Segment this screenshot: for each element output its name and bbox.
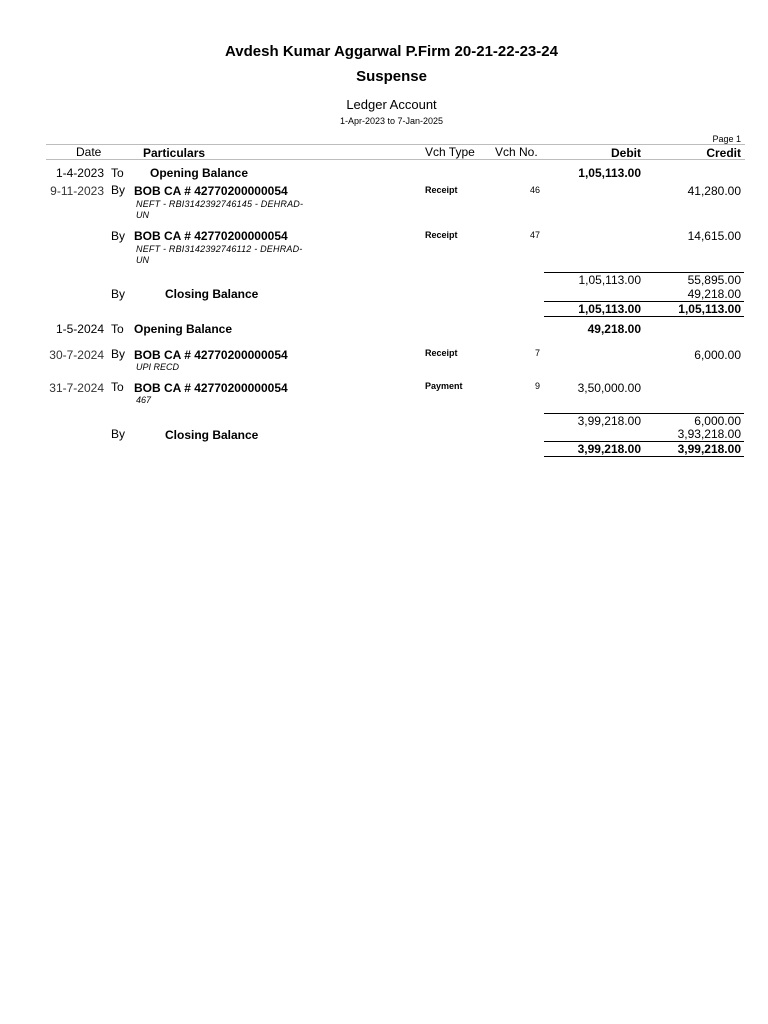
total-rule-bottom bbox=[544, 456, 744, 457]
row-debit: 49,218.00 bbox=[587, 322, 641, 336]
row-particulars: BOB CA # 42770200000054 bbox=[134, 348, 288, 362]
row-narration: NEFT - RBI3142392746112 - DEHRAD- bbox=[136, 244, 303, 254]
row-direction: By bbox=[111, 347, 126, 361]
row-direction: To bbox=[111, 380, 124, 394]
total-debit: 1,05,113.00 bbox=[578, 302, 641, 316]
col-header-vch-type: Vch Type bbox=[425, 145, 475, 159]
row-direction: To bbox=[111, 322, 124, 336]
row-credit: 6,000.00 bbox=[694, 348, 741, 362]
row-direction: By bbox=[111, 287, 126, 301]
row-particulars: BOB CA # 42770200000054 bbox=[134, 184, 288, 198]
row-vch-no: 47 bbox=[529, 230, 540, 240]
row-direction: By bbox=[111, 183, 126, 197]
row-particulars: Opening Balance bbox=[150, 166, 249, 180]
row-direction: By bbox=[111, 427, 126, 441]
subtotal-credit: 6,000.00 bbox=[694, 414, 741, 428]
col-header-credit: Credit bbox=[706, 146, 741, 160]
company-name: Avdesh Kumar Aggarwal P.Firm 20-21-22-23-24 bbox=[225, 43, 558, 60]
col-header-particulars: Particulars bbox=[143, 146, 206, 160]
total-credit: 1,05,113.00 bbox=[678, 302, 741, 316]
row-particulars: Opening Balance bbox=[134, 322, 233, 336]
col-header-date: Date bbox=[76, 145, 102, 159]
account-name: Suspense bbox=[356, 68, 427, 85]
row-narration-cont: UN bbox=[136, 255, 149, 265]
row-particulars: BOB CA # 42770200000054 bbox=[134, 229, 288, 243]
row-date: 9-11-2023 bbox=[50, 184, 104, 198]
row-vch-type: Receipt bbox=[425, 230, 458, 240]
row-date: 1-4-2023 bbox=[55, 166, 104, 180]
row-narration: 467 bbox=[136, 395, 152, 405]
total-credit: 3,99,218.00 bbox=[677, 442, 741, 456]
row-narration-cont: UN bbox=[136, 210, 149, 220]
row-credit: 49,218.00 bbox=[687, 287, 741, 301]
page-number: Page 1 bbox=[712, 134, 741, 144]
row-vch-type: Payment bbox=[425, 381, 463, 391]
total-debit: 3,99,218.00 bbox=[577, 442, 641, 456]
row-debit: 1,05,113.00 bbox=[578, 166, 641, 180]
subtotal-debit: 1,05,113.00 bbox=[578, 273, 641, 287]
col-header-vch-no: Vch No. bbox=[495, 145, 538, 159]
header-bottom-rule bbox=[46, 159, 745, 160]
row-particulars: Closing Balance bbox=[165, 428, 259, 442]
row-vch-no: 46 bbox=[529, 185, 540, 195]
row-date: 30-7-2024 bbox=[49, 348, 104, 362]
total-rule-bottom bbox=[544, 316, 744, 317]
row-vch-no: 7 bbox=[534, 348, 540, 358]
row-vch-no: 9 bbox=[534, 381, 540, 391]
report-type: Ledger Account bbox=[346, 97, 437, 112]
row-debit: 3,50,000.00 bbox=[577, 381, 641, 395]
subtotal-credit: 55,895.00 bbox=[687, 273, 741, 287]
row-vch-type: Receipt bbox=[425, 185, 458, 195]
row-narration: UPI RECD bbox=[136, 362, 180, 372]
row-date: 31-7-2024 bbox=[49, 381, 104, 395]
row-date: 1-5-2024 bbox=[55, 322, 104, 336]
col-header-debit: Debit bbox=[611, 146, 641, 160]
row-credit: 3,93,218.00 bbox=[677, 427, 741, 441]
subtotal-debit: 3,99,218.00 bbox=[577, 414, 641, 428]
row-direction: To bbox=[111, 166, 124, 180]
row-particulars: Closing Balance bbox=[165, 287, 259, 301]
row-vch-type: Receipt bbox=[425, 348, 458, 358]
row-credit: 14,615.00 bbox=[687, 229, 741, 243]
row-particulars: BOB CA # 42770200000054 bbox=[134, 381, 288, 395]
row-narration: NEFT - RBI3142392746145 - DEHRAD- bbox=[136, 199, 304, 209]
row-credit: 41,280.00 bbox=[687, 184, 741, 198]
header-top-rule bbox=[46, 144, 745, 145]
row-direction: By bbox=[111, 229, 126, 243]
report-period: 1-Apr-2023 to 7-Jan-2025 bbox=[339, 116, 444, 126]
